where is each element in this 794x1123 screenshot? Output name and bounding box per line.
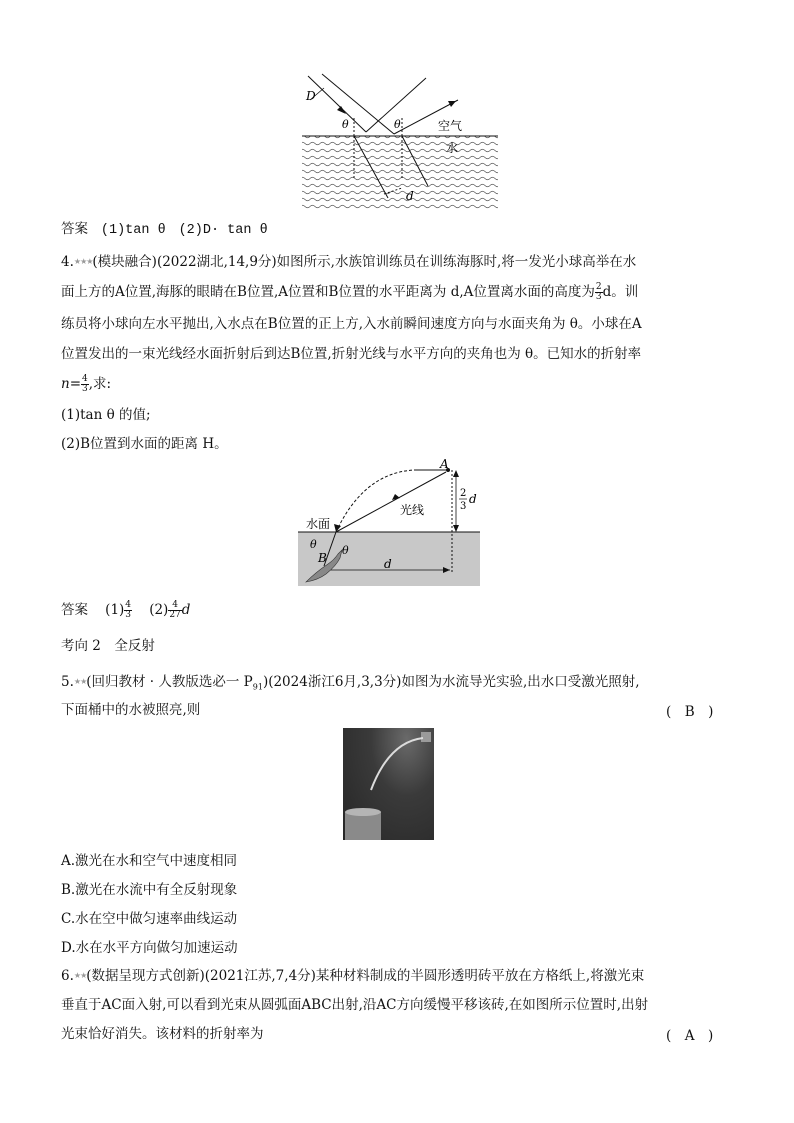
answer-part1-fraction: $\frac{4}{3}$ [125,600,132,620]
height-fraction: $\frac{2}{3}$ [595,282,602,302]
label-surface: 水面 [306,517,331,531]
q4-line-2 [61,282,638,302]
answer-part1: (1)tan θ [100,223,166,238]
label-height-numerator: 2 [460,488,467,499]
q4-text-2a: 面上方的A位置,海豚的眼睛在B位置,A位置和B位置的水平距离为 d,A位置离水面的高度为 [61,284,595,300]
q4-text-5b: ,求: [88,376,112,392]
question-number: 4. [61,254,74,270]
question-number: 5. [61,674,74,690]
label-theta-1: θ [310,538,317,551]
q5-option-c: C.水在空中做匀速率曲线运动 [61,911,238,927]
answer-part2-label: (2) [149,602,169,618]
q5-text-1a: (回归教材 · 人教版选必一 P [86,674,253,690]
answer-part2-var: d [181,602,191,618]
q4-text-1: (模块融合)(2022湖北,14,9分)如图所示,水族馆训练员在训练海豚时,将一发光小球高举在水 [92,254,637,270]
q6-line-1 [61,966,644,986]
label-theta-2: θ [342,544,349,557]
q5-text-1b: )(2024浙江6月,3,3分)如图为水流导光实验,出水口受激光照射, [262,674,640,690]
answer-prefix: 答案 [61,221,88,237]
q4-sub-1: (1)tan θ 的值; [61,407,151,423]
label-theta-2: θ [394,118,401,131]
q5-option-a: A.激光在水和空气中速度相同 [61,853,238,869]
water-light-guide-photo [343,728,434,840]
q5-line-1 [61,672,640,698]
refraction-figure-1 [290,70,510,212]
label-height-denominator: 3 [460,501,467,512]
label-light: 光线 [400,503,425,517]
q4-line-5 [61,374,111,394]
dolphin-figure [296,458,482,590]
q5-option-b: B.激光在水流中有全反射现象 [61,882,238,898]
refractive-index-label: n= [61,376,82,392]
q5-line-2: 下面桶中的水被照亮,则 [61,702,201,718]
difficulty-stars: ★★ [73,971,87,980]
water-region [302,136,498,210]
label-A: A [440,458,449,471]
label-d: d [384,557,392,571]
q6-text-1: (数据呈现方式创新)(2021江苏,7,4分)某种材料制成的半圆形透明砖平放在方格纸上,将激光束 [86,968,645,984]
difficulty-stars: ★★ [73,677,87,686]
label-D: D [306,89,316,103]
refractive-index-fraction: $\frac{4}{3}$ [82,374,88,394]
difficulty-stars: ★★★ [73,257,93,266]
page-subscript: 91 [252,682,263,692]
q6-line-2: 垂直于AC面入射,可以看到光束从圆弧面ABC出射,沿AC方向缓慢平移该砖,在如图所示位置时,出射 [61,997,649,1013]
label-d: d [406,189,414,203]
answer-q4 [61,600,190,620]
q4-line-3: 练员将小球向左水平抛出,入水点在B位置的正上方,入水前瞬间速度方向与水面夹角为 θ。小球在A [61,316,642,332]
q5-option-d: D.水在水平方向做匀加速运动 [61,940,238,956]
q5-answer: ( B ) [666,704,714,720]
q4-sub-2: (2)B位置到水面的距离 H。 [61,436,228,452]
q4-line-1 [61,252,636,272]
question-number: 6. [61,968,74,984]
label-height-var: d [469,492,477,506]
label-air: 空气 [438,119,463,133]
answer-part2-fraction: $\frac{4}{27}$ [169,600,181,620]
q6-line-3: 光束恰好消失。该材料的折射率为 [61,1026,264,1042]
label-water: 水 [446,141,459,155]
answer-part2: (2)D· tan θ [178,223,268,238]
q6-answer: ( A ) [666,1028,714,1044]
q4-line-4: 位置发出的一束光线经水面折射后到达B位置,折射光线与水平方向的夹角也为 θ。已知水的折射率 [61,346,642,362]
label-B: B [318,551,327,565]
answer-part1-label: (1) [105,602,125,618]
section-title: 考向 2 全反射 [61,638,155,654]
q4-text-2b: d。训 [602,284,639,300]
answer-prefix: 答案 [61,602,88,618]
label-theta-1: θ [342,118,349,131]
answer-q3 [61,219,268,241]
